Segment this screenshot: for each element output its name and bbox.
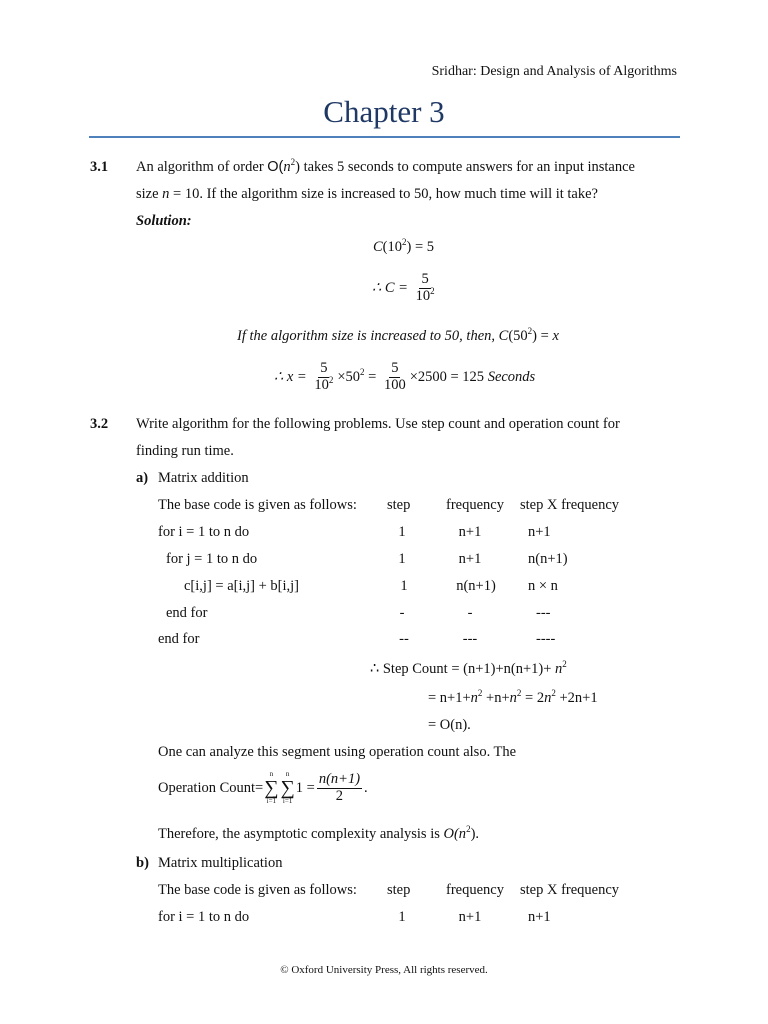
title-rule: [89, 136, 680, 138]
step-cell: 1: [398, 524, 406, 540]
part-a-intro: The base code is given as follows:: [158, 497, 357, 513]
operation-count-formula: Operation Count= n ∑ i=1 n ∑ i=1 1 = $\frac{n(n+1)}{2}$ .: [158, 770, 368, 805]
part-b-title: Matrix multiplication: [158, 855, 283, 871]
header-frequency: frequency: [446, 882, 504, 898]
step-count-line-2: = $n+1+n^2 +n+n^2 = 2n^2 +2n+1$: [428, 688, 598, 706]
equation-3: If the algorithm size is increased to 50, then, $C(50^2) = x$: [237, 326, 559, 344]
code-line: c[i,j] = a[i,j] + b[i,j]: [184, 578, 299, 594]
sxf-cell: n(n+1): [528, 551, 568, 567]
freq-cell: ---: [462, 631, 478, 647]
running-title: Sridhar: Design and Analysis of Algorithms: [431, 64, 677, 79]
equation-4: ∴ x = $\frac{5}{10^2}$ $\times 50^2$ = $\frac{5}{100}$ ×2500 = 125 Seconds: [274, 360, 536, 393]
code-line: for j = 1 to n do: [166, 551, 258, 567]
copyright-footer: © Oxford University Press, All rights reserved.: [280, 964, 488, 976]
header-frequency: frequency: [446, 497, 504, 513]
q31-line1: An algorithm of order $O(n^2)$ takes 5 seconds to compute answers for an input instance: [136, 157, 635, 175]
part-a-label: a): [136, 470, 149, 486]
operation-count-intro: One can analyze this segment using operation count also. The: [158, 744, 517, 760]
part-b-intro: The base code is given as follows:: [158, 882, 357, 898]
sxf-cell: n × n: [528, 578, 558, 594]
q31-line2: size n = 10. If the algorithm size is increased to 50, how much time will it take?: [136, 186, 598, 202]
part-b-label: b): [136, 855, 149, 871]
chapter-title: Chapter 3: [323, 94, 445, 129]
code-line: end for: [158, 631, 200, 647]
equation-2: ∴ C = $\frac{5}{10^2}$: [372, 271, 435, 304]
header-step-x-frequency: step X frequency: [520, 882, 620, 898]
sxf-cell: n+1: [528, 909, 551, 925]
asymptotic-complexity-line: Therefore, the asymptotic complexity analysis is $O(n^2)$.: [158, 824, 480, 842]
q32-line2: finding run time.: [136, 443, 234, 459]
step-cell: --: [399, 631, 409, 647]
code-line: for i = 1 to n do: [158, 909, 250, 925]
step-cell: 1: [400, 578, 408, 594]
q32-line1: Write algorithm for the following problems. Use step count and operation count for: [136, 416, 620, 432]
part-a-title: Matrix addition: [158, 470, 249, 486]
sxf-cell: ----: [536, 631, 556, 647]
code-line: end for: [166, 605, 208, 621]
step-count-line-1: ∴ Step Count = $(n+1)+n(n+1)+ n^2$: [370, 659, 567, 677]
sxf-cell: ---: [536, 605, 551, 621]
step-cell: 1: [398, 909, 406, 925]
header-step: step: [387, 497, 411, 513]
step-cell: -: [399, 605, 405, 621]
freq-cell: n+1: [458, 909, 482, 925]
freq-cell: n+1: [458, 551, 482, 567]
header-step: step: [387, 882, 411, 898]
question-number-3-2: 3.2: [90, 416, 109, 432]
freq-cell: n+1: [458, 524, 482, 540]
header-step-x-frequency: step X frequency: [520, 497, 620, 513]
equation-1: $C(10^2) = 5$: [373, 237, 435, 255]
sxf-cell: n+1: [528, 524, 551, 540]
code-line: for i = 1 to n do: [158, 524, 250, 540]
step-cell: 1: [398, 551, 406, 567]
solution-label: Solution:: [136, 213, 192, 229]
freq-cell: n(n+1): [456, 578, 496, 594]
step-count-line-3: = O(n).: [428, 717, 471, 733]
question-number-3-1: 3.1: [90, 159, 109, 175]
freq-cell: -: [467, 605, 473, 621]
